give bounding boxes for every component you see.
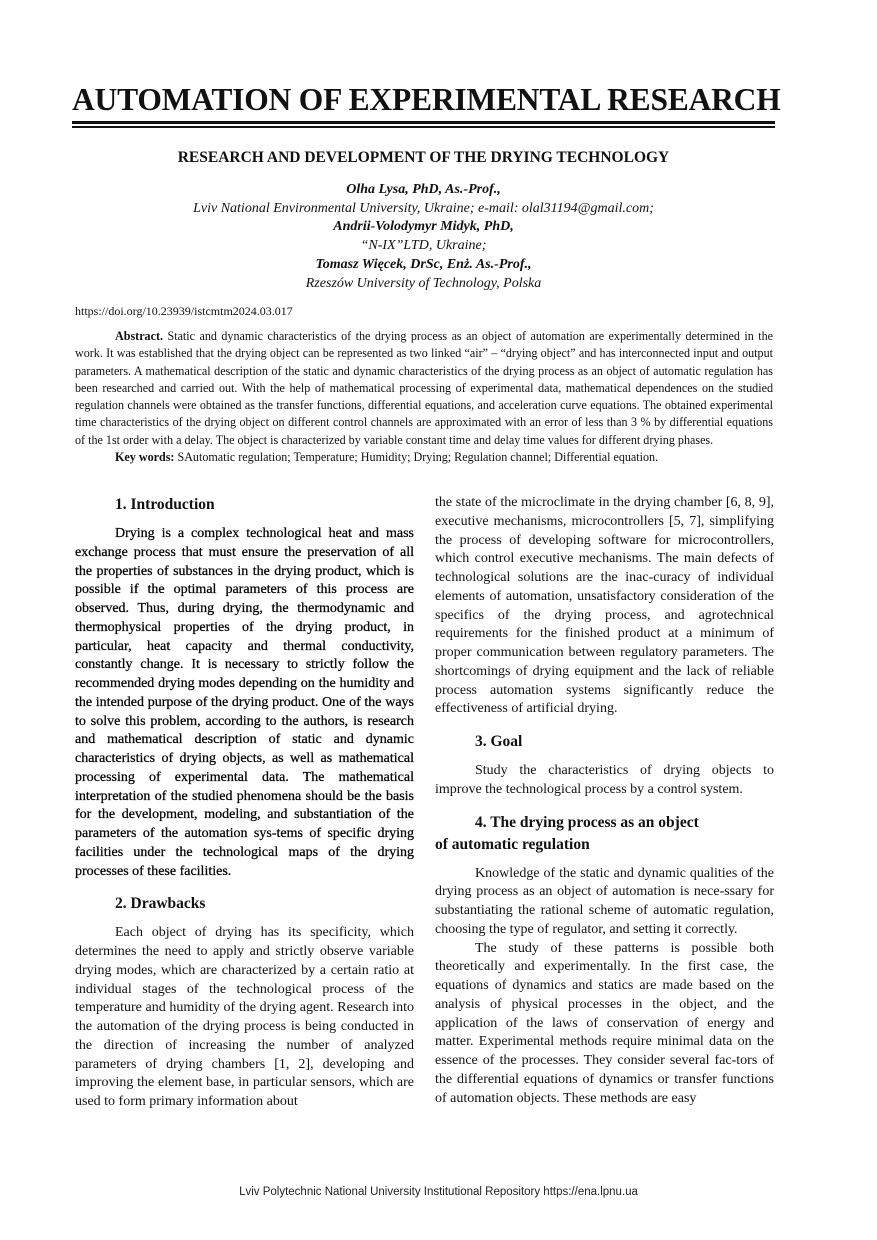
- author-name: Tomasz Więcek, DrSc, Enż. As.-Prof.,: [315, 256, 532, 272]
- author-affiliation: “N-IX”LTD, Ukraine;: [360, 238, 487, 254]
- heading-line: of automatic regulation: [435, 835, 590, 853]
- introduction-paragraph: Drying is a complex technological heat and mass exchange process that must ensure the preservation of all the properties of substances in the drying product, which is possible if the optimal parameters of this process are observed. Thus, during drying, the thermodynamic and thermophysical properties of the drying product, in particular, heat capacity and thermal conductivity, constantly change. It is necessary to strictly follow the recommended drying modes depending on the humidity and the intended purpose of the drying product. One of the ways to solve this problem, according to the authors, is research and mathematical description of static and dynamic characteristics of drying objects, as well as mathematical processing of experimental data. The mathematical interpretation of the studied phenomena should be the basis for the development, modeling, and substantiation of the parameters of the automation sys-tems of specific drying facilities under the technological maps of the drying processes of these facilities.: [75, 526, 414, 879]
- repository-footer: Lviv Polytechnic National University Institutional Repository https://ena.lpnu.ua: [239, 1186, 638, 1198]
- journal-section-title: AUTOMATION OF EXPERIMENTAL RESEARCH: [72, 82, 781, 117]
- drawbacks-paragraph-continued: the state of the microclimate in the drying chamber [6, 8, 9], executive mechanisms, microcontrollers [5, 7], simplifying the process of developing software for microcontrollers, which control executive mechanisms. The main defects of technological solutions are the inac-curacy of individual elements of automation, unsatisfactory consideration of the specifics of the drying process, and agrotechnical requirements for the finished product at a minimum of proper communication between regulatory parameters. The shortcomings of drying equipment and the lack of reliable process automation systems significantly reduce the effectiveness of artificial drying.: [435, 495, 774, 717]
- goal-paragraph: Study the characteristics of drying objects to improve the technological process by a control system.: [435, 763, 774, 797]
- paper-title: RESEARCH AND DEVELOPMENT OF THE DRYING TECHNOLOGY: [177, 149, 670, 166]
- abstract-text: Static and dynamic characteristics of the drying process as an object of automation are experimentally determined in the work. It was established that the drying object can be represented as two linked “air” – “drying object” and has interconnected input and output parameters. A mathematical description of the static and dynamic characteristics of the drying process as an object of automatic regulation has been researched and carried out. With the help of mathematical processing of experimental data, mathematical dependences on the studied regulation channels were obtained as the transfer functions, differential equations, and acceleration curve equations. The obtained experimental time characteristics of the drying object on different control channels are approximated with an error of less than 3 % by differential equations of the 1st order with a delay. The object is characterized by variable constant time and delay time values for different drying phases.: [75, 329, 773, 447]
- section-heading-drawbacks: 2. Drawbacks: [115, 895, 206, 913]
- abstract: [75, 328, 773, 466]
- right-column: [435, 494, 774, 1108]
- author-name: Olha Lysa, PhD, As.-Prof.,: [346, 182, 501, 197]
- title-rule-thin: [72, 126, 775, 128]
- doi-link[interactable]: https://doi.org/10.23939/istcmtm2024.03.017: [75, 304, 293, 318]
- abstract-paragraph: [75, 328, 773, 449]
- title-rule-thick: [72, 121, 775, 124]
- keywords-text: SAutomatic regulation; Temperature; Humidity; Drying; Regulation channel; Differential equation.: [174, 450, 659, 465]
- drying-process-paragraph: The study of these patterns is possible both theoretically and experimentally. In the first case, the equations of dynamics and statics are made based on the analysis of physical processes in the object, and the application of the laws of conservation of energy and matter. Experimental methods require minimal data on the essence of the processes. They consider several fac-tors of the differential equations of dynamics or transfer functions of automation objects. These methods are easy: [435, 940, 774, 1106]
- section-heading-introduction: 1. Introduction: [115, 496, 215, 513]
- drawbacks-paragraph: Each object of drying has its specificity, which determines the need to apply and strictly observe variable drying modes, which are characterized by a certain ratio at individual stages of the technological process of the temperature and humidity of the drying agent. Research into the automation of the drying process is being conducted in the direction of increasing the number of analyzed parameters of drying chambers [1, 2], developing and improving the element base, in particular sensors, which are used to form primary information about: [75, 925, 414, 1109]
- section-heading-goal: 3. Goal: [475, 733, 523, 750]
- author-affiliation: Rzeszów University of Technology, Polska: [305, 275, 542, 291]
- abstract-label: Abstract.: [115, 329, 164, 343]
- section-heading-drying-process: [435, 812, 774, 856]
- keywords: [75, 449, 773, 466]
- author-block: [72, 181, 775, 293]
- left-column: [75, 494, 414, 1112]
- keywords-label: Key words:: [115, 450, 175, 465]
- author-affiliation: Lviv National Environmental University, Ukraine; e-mail: olal31194@gmail.com;: [193, 200, 654, 216]
- drying-process-paragraph: Knowledge of the static and dynamic qualities of the drying process as an object of automation is nece-ssary for substantiating the rational scheme of automatic regulation, choosing the type of regulator, and setting it correctly.: [435, 865, 774, 937]
- heading-line: 4. The drying process as an object: [475, 813, 699, 831]
- author-name: Andrii-Volodymyr Midyk, PhD,: [333, 219, 514, 235]
